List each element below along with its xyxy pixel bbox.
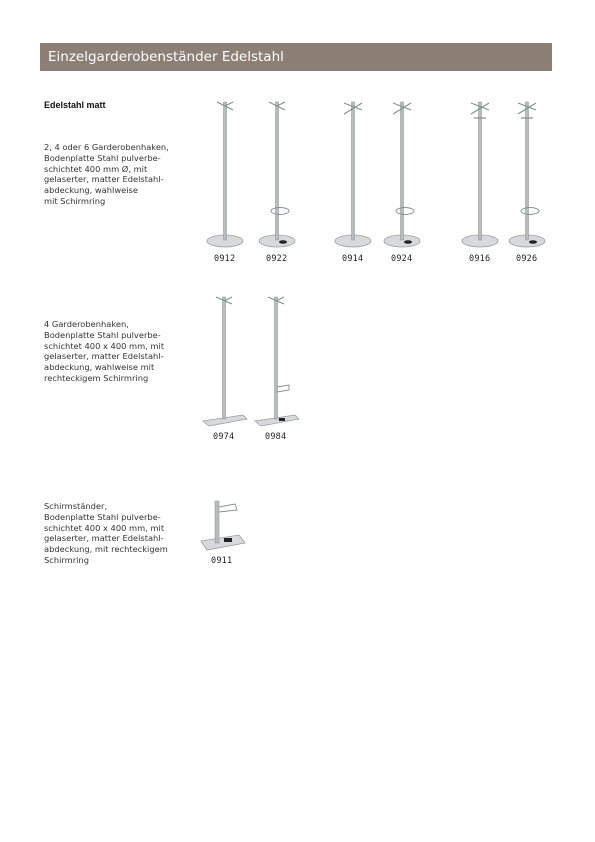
product-code-0924: 0924 [391, 254, 413, 264]
coat-stand-0926-image [506, 98, 548, 250]
product-code-0926: 0926 [516, 254, 538, 264]
coat-stand-0912-image [204, 98, 246, 250]
coat-stand-0974-image [201, 293, 249, 429]
product-code-0912: 0912 [214, 254, 236, 264]
coat-stand-0916-image [459, 98, 501, 250]
coat-stand-0922-image [256, 98, 298, 250]
section-2-description: 4 Garderobenhaken, Bodenplatte Stahl pulverbe- schichtet 400 x 400 mm, mit gelaserter, matter Edelstahl- abdeckung, wahlweise mit rechteckigem Schirmring [44, 319, 165, 383]
product-code-0922: 0922 [266, 254, 288, 264]
coat-stand-0924-image [381, 98, 423, 250]
product-code-0974: 0974 [213, 432, 235, 442]
section-3-description: Schirmständer, Bodenplatte Stahl pulverbe- schichtet 400 x 400 mm, mit gelaserter, matter Edelstahl- abdeckung, mit rechteckigem Schirmring [44, 501, 168, 565]
coat-stand-0984-image [253, 293, 301, 429]
product-code-0914: 0914 [342, 254, 364, 264]
coat-stand-0914-image [332, 98, 374, 250]
product-code-0916: 0916 [469, 254, 491, 264]
umbrella-stand-0911-image [199, 497, 249, 555]
product-code-0911: 0911 [211, 556, 233, 566]
page-title: Einzelgarderobenständer Edelstahl [40, 43, 552, 71]
material-subtitle: Edelstahl matt [44, 100, 106, 110]
product-code-0984: 0984 [265, 432, 287, 442]
section-1-description: 2, 4 oder 6 Garderobenhaken, Bodenplatte Stahl pulverbe- schichtet 400 mm Ø, mit gelaserter, matter Edelstahl- abdeckung, wahlweise mit Schirmring [44, 142, 169, 206]
